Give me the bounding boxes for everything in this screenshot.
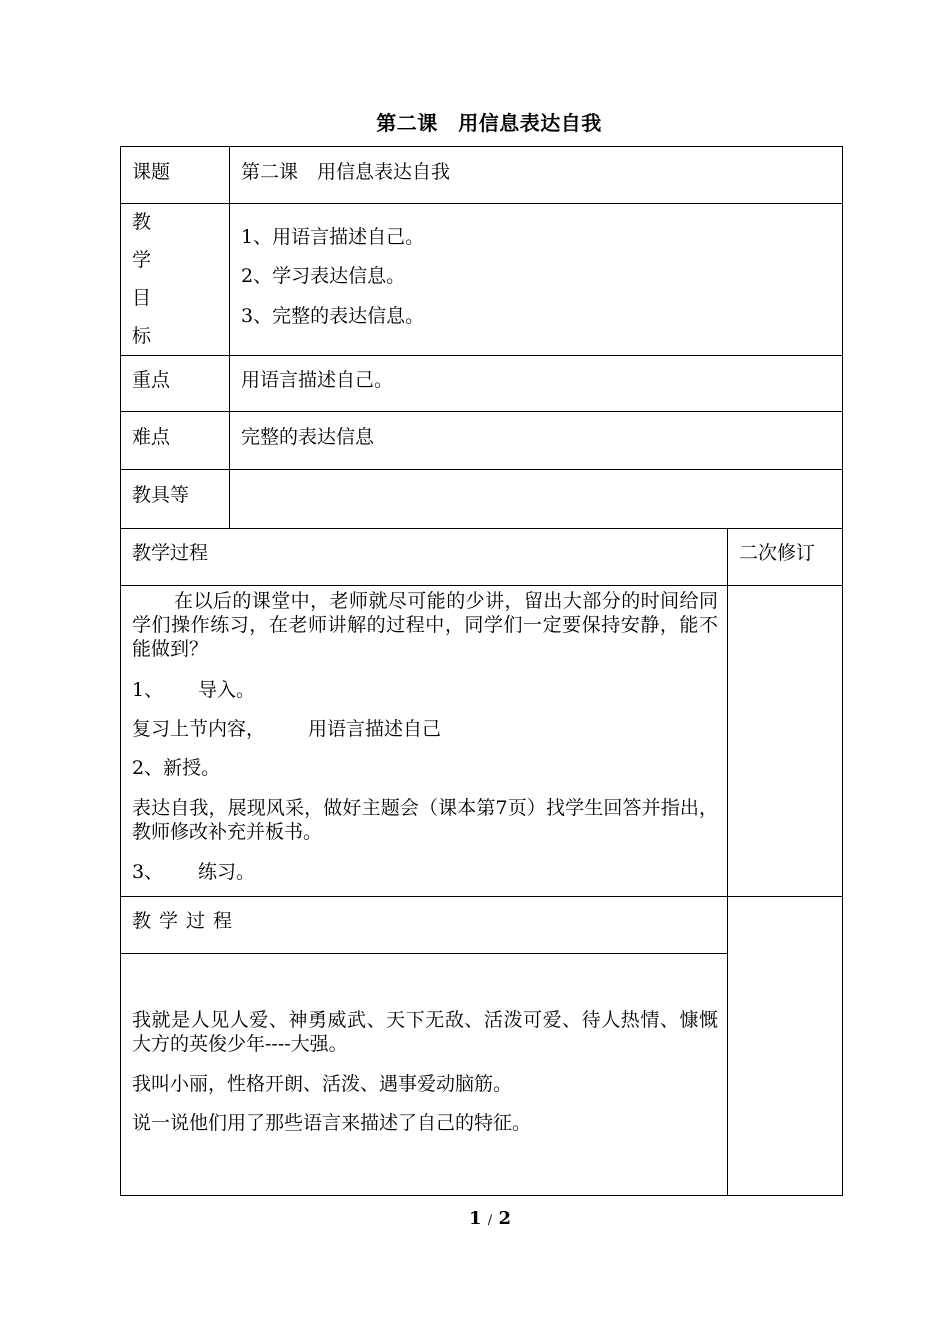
- discussion-question: 说一说他们用了那些语言来描述了自己的特征。: [132, 1112, 532, 1134]
- goal-label: [132, 203, 156, 355]
- row-divider: [120, 585, 843, 586]
- example-paragraph-2: 我叫小丽，性格开朗、活泼、遇事爱动脑筋。: [132, 1073, 513, 1095]
- goal-item: 1、用语言描述自己。: [241, 226, 425, 248]
- page-separator: /: [487, 1213, 493, 1228]
- column-divider: [727, 528, 728, 1196]
- intro-paragraph: 在以后的课堂中，老师就尽可能的少讲，留出大部分的时间给同学们操作练习，在老师讲解的过程中，同学们一定要保持安静，能不能做到？: [132, 590, 718, 660]
- goal-label-char: 学: [132, 249, 152, 271]
- example-paragraph-1: 我就是人见人爱、神勇威武、天下无敌、活泼可爱、待人热情、慷慨大方的英俊少年----大强。: [132, 1009, 718, 1055]
- step-2-detail: 表达自我，展现风采，做好主题会（课本第7页）找学生回答并指出，教师修改补充并板书。: [132, 797, 718, 843]
- column-divider: [229, 146, 230, 528]
- step-2: 2、新授。: [132, 757, 221, 779]
- step-3-text: 练习。: [198, 861, 256, 883]
- step-1-number: 1、: [132, 679, 164, 701]
- key-point-value: 用语言描述自己。: [241, 369, 394, 391]
- row-divider: [120, 896, 843, 897]
- goal-item: 2、学习表达信息。: [241, 265, 406, 287]
- teaching-process-header: 教学过程: [132, 542, 209, 564]
- difficulty-label: 难点: [132, 426, 171, 448]
- topic-label: 课题: [132, 161, 171, 183]
- key-point-label: 重点: [132, 369, 171, 391]
- goal-label-char: 教: [132, 211, 152, 233]
- row-divider: [120, 528, 843, 529]
- document-title: 第二课 用信息表达自我: [376, 111, 602, 135]
- step-1-text: 导入。: [198, 679, 256, 701]
- teaching-tools-label: 教具等: [132, 484, 190, 506]
- current-page: 1: [468, 1208, 482, 1229]
- row-divider: [120, 953, 727, 954]
- step-1-detail-a: 复习上节内容，: [132, 718, 266, 740]
- revision-header: 二次修订: [739, 542, 816, 564]
- goal-item: 3、完整的表达信息。: [241, 305, 425, 327]
- topic-value: 第二课 用信息表达自我: [241, 161, 451, 183]
- page-number: [0, 1208, 950, 1229]
- teaching-process-header-2: 教学过程: [132, 910, 241, 932]
- difficulty-value: 完整的表达信息: [241, 426, 375, 448]
- goal-label-char: 标: [132, 325, 152, 347]
- step-3-number: 3、: [132, 861, 164, 883]
- total-pages: 2: [498, 1208, 511, 1229]
- goal-label-char: 目: [132, 287, 152, 309]
- step-1-detail-b: 用语言描述自己: [308, 718, 442, 740]
